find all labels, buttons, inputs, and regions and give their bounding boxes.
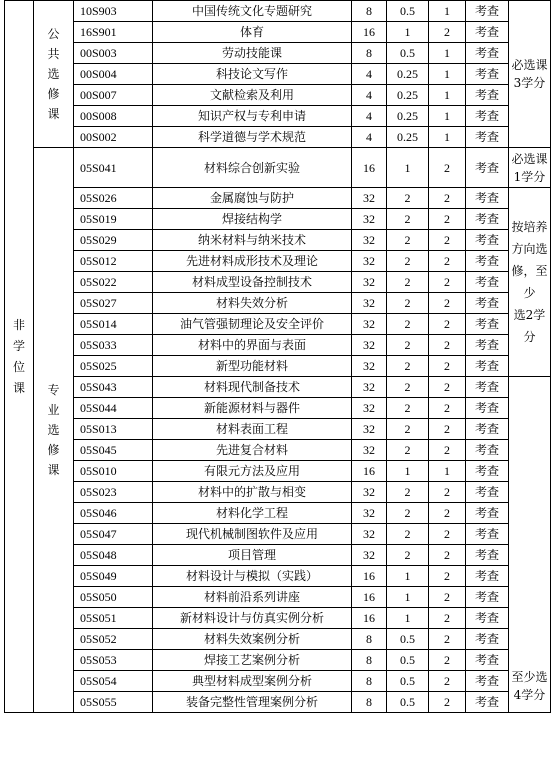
course-name: 有限元方法及应用 <box>153 461 352 482</box>
course-name: 中国传统文化专题研究 <box>153 1 352 22</box>
course-term: 2 <box>429 650 466 671</box>
course-name: 材料综合创新实验 <box>153 148 352 188</box>
category-cell-text: 非学位课 <box>12 317 25 395</box>
group-name-cell-text: 专业 选修 课 <box>47 383 60 477</box>
course-code: 05S051 <box>74 608 153 629</box>
course-name: 装备完整性管理案例分析 <box>153 692 352 713</box>
course-hours: 8 <box>352 629 387 650</box>
course-hours: 32 <box>352 293 387 314</box>
course-credits: 2 <box>387 440 429 461</box>
course-code: 05S045 <box>74 440 153 461</box>
course-name: 金属腐蚀与防护 <box>153 188 352 209</box>
course-code: 05S022 <box>74 272 153 293</box>
course-credits: 0.25 <box>387 64 429 85</box>
course-term: 2 <box>429 314 466 335</box>
course-term: 2 <box>429 377 466 398</box>
table-row <box>5 545 551 566</box>
course-credits: 0.25 <box>387 106 429 127</box>
course-credits: 0.25 <box>387 85 429 106</box>
course-term: 2 <box>429 335 466 356</box>
course-assessment: 考查 <box>466 482 509 503</box>
course-hours: 32 <box>352 440 387 461</box>
table-body <box>5 1 551 713</box>
category-cell <box>5 1 34 713</box>
table-row <box>5 22 551 43</box>
course-term: 2 <box>429 545 466 566</box>
course-hours: 4 <box>352 106 387 127</box>
course-code: 05S048 <box>74 545 153 566</box>
group-name-cell-text: 公共 选修 课 <box>47 27 60 121</box>
course-assessment: 考查 <box>466 22 509 43</box>
course-assessment: 考查 <box>466 314 509 335</box>
course-code: 05S027 <box>74 293 153 314</box>
course-term: 2 <box>429 566 466 587</box>
course-hours: 32 <box>352 188 387 209</box>
course-assessment: 考查 <box>466 148 509 188</box>
table-row <box>5 692 551 713</box>
course-credits: 2 <box>387 419 429 440</box>
course-assessment: 考查 <box>466 419 509 440</box>
course-term: 2 <box>429 440 466 461</box>
course-credits: 2 <box>387 377 429 398</box>
course-code: 00S002 <box>74 127 153 148</box>
table-row <box>5 524 551 545</box>
course-assessment: 考查 <box>466 209 509 230</box>
course-code: 05S052 <box>74 629 153 650</box>
course-code: 16S901 <box>74 22 153 43</box>
course-term: 2 <box>429 398 466 419</box>
course-assessment: 考查 <box>466 377 509 398</box>
course-table <box>4 0 551 713</box>
course-credits: 1 <box>387 461 429 482</box>
course-code: 05S046 <box>74 503 153 524</box>
course-name: 知识产权与专利申请 <box>153 106 352 127</box>
course-credits: 0.5 <box>387 629 429 650</box>
course-name: 油气管强韧理论及安全评价 <box>153 314 352 335</box>
course-code: 05S014 <box>74 314 153 335</box>
requirement-cell: 必选课 3学分 <box>509 1 551 148</box>
course-name: 材料成型设备控制技术 <box>153 272 352 293</box>
course-assessment: 考查 <box>466 629 509 650</box>
table-row <box>5 85 551 106</box>
course-code: 05S023 <box>74 482 153 503</box>
course-credits: 0.5 <box>387 671 429 692</box>
course-hours: 32 <box>352 272 387 293</box>
course-hours: 16 <box>352 566 387 587</box>
table-row <box>5 209 551 230</box>
course-hours: 32 <box>352 230 387 251</box>
course-assessment: 考查 <box>466 545 509 566</box>
course-credits: 2 <box>387 209 429 230</box>
course-assessment: 考查 <box>466 43 509 64</box>
course-term: 2 <box>429 293 466 314</box>
course-code: 05S055 <box>74 692 153 713</box>
course-term: 2 <box>429 503 466 524</box>
course-code: 05S029 <box>74 230 153 251</box>
course-code: 05S047 <box>74 524 153 545</box>
course-hours: 32 <box>352 503 387 524</box>
table-row <box>5 503 551 524</box>
table-row <box>5 148 551 188</box>
course-credits: 1 <box>387 22 429 43</box>
course-assessment: 考查 <box>466 293 509 314</box>
course-hours: 4 <box>352 85 387 106</box>
table-row <box>5 251 551 272</box>
course-term: 2 <box>429 671 466 692</box>
course-assessment: 考查 <box>466 85 509 106</box>
course-name: 材料表面工程 <box>153 419 352 440</box>
course-term: 2 <box>429 356 466 377</box>
course-hours: 32 <box>352 356 387 377</box>
course-code: 05S053 <box>74 650 153 671</box>
course-name: 焊接工艺案例分析 <box>153 650 352 671</box>
course-credits: 1 <box>387 587 429 608</box>
course-hours: 16 <box>352 22 387 43</box>
course-code: 05S012 <box>74 251 153 272</box>
course-code: 05S013 <box>74 419 153 440</box>
course-credits: 2 <box>387 503 429 524</box>
course-hours: 8 <box>352 692 387 713</box>
table-row <box>5 608 551 629</box>
course-assessment: 考查 <box>466 106 509 127</box>
course-assessment: 考查 <box>466 692 509 713</box>
course-hours: 16 <box>352 461 387 482</box>
course-term: 2 <box>429 251 466 272</box>
course-hours: 32 <box>352 398 387 419</box>
course-code: 05S043 <box>74 377 153 398</box>
course-assessment: 考查 <box>466 650 509 671</box>
table-row <box>5 377 551 398</box>
course-term: 2 <box>429 272 466 293</box>
course-term: 2 <box>429 482 466 503</box>
course-term: 1 <box>429 1 466 22</box>
course-assessment: 考查 <box>466 440 509 461</box>
course-name: 典型材料成型案例分析 <box>153 671 352 692</box>
table-row <box>5 419 551 440</box>
course-term: 1 <box>429 127 466 148</box>
course-code: 05S026 <box>74 188 153 209</box>
course-credits: 0.5 <box>387 1 429 22</box>
course-assessment: 考查 <box>466 272 509 293</box>
table-row <box>5 440 551 461</box>
course-name: 新能源材料与器件 <box>153 398 352 419</box>
course-assessment: 考查 <box>466 461 509 482</box>
course-credits: 2 <box>387 482 429 503</box>
course-name: 文献检索及利用 <box>153 85 352 106</box>
course-hours: 32 <box>352 419 387 440</box>
table-row <box>5 482 551 503</box>
course-credits: 2 <box>387 251 429 272</box>
course-term: 1 <box>429 43 466 64</box>
course-credits: 1 <box>387 608 429 629</box>
course-credits: 0.25 <box>387 127 429 148</box>
table-row <box>5 272 551 293</box>
course-credits: 2 <box>387 188 429 209</box>
course-term: 2 <box>429 230 466 251</box>
course-assessment: 考查 <box>466 398 509 419</box>
table-row <box>5 230 551 251</box>
course-code: 05S033 <box>74 335 153 356</box>
course-name: 材料现代制备技术 <box>153 377 352 398</box>
course-hours: 4 <box>352 127 387 148</box>
course-assessment: 考查 <box>466 356 509 377</box>
course-term: 2 <box>429 524 466 545</box>
course-code: 05S019 <box>74 209 153 230</box>
table-row <box>5 127 551 148</box>
course-code: 05S050 <box>74 587 153 608</box>
course-assessment: 考查 <box>466 1 509 22</box>
course-assessment: 考查 <box>466 64 509 85</box>
table-row <box>5 461 551 482</box>
course-hours: 32 <box>352 377 387 398</box>
course-credits: 1 <box>387 566 429 587</box>
requirement-cell: 按培养 方向选 修，至少 选2学 分 <box>509 188 551 377</box>
course-hours: 8 <box>352 43 387 64</box>
requirement-cell: 至少选 4学分 <box>509 377 551 713</box>
requirement-cell: 必选课 1学分 <box>509 148 551 188</box>
course-hours: 16 <box>352 608 387 629</box>
course-code: 05S010 <box>74 461 153 482</box>
course-name: 新材料设计与仿真实例分析 <box>153 608 352 629</box>
group-name-cell <box>34 1 74 148</box>
course-code: 05S041 <box>74 148 153 188</box>
table-row <box>5 43 551 64</box>
course-name: 科技论文写作 <box>153 64 352 85</box>
course-assessment: 考查 <box>466 127 509 148</box>
course-name: 先进材料成形技术及理论 <box>153 251 352 272</box>
course-credits: 2 <box>387 356 429 377</box>
course-term: 2 <box>429 22 466 43</box>
course-assessment: 考查 <box>466 251 509 272</box>
course-term: 2 <box>429 148 466 188</box>
course-term: 2 <box>429 692 466 713</box>
course-name: 材料中的扩散与相变 <box>153 482 352 503</box>
course-name: 材料设计与模拟（实践） <box>153 566 352 587</box>
course-hours: 16 <box>352 148 387 188</box>
course-hours: 32 <box>352 209 387 230</box>
course-credits: 2 <box>387 545 429 566</box>
course-credits: 2 <box>387 398 429 419</box>
course-assessment: 考查 <box>466 587 509 608</box>
group-name-cell <box>34 148 74 713</box>
course-term: 2 <box>429 587 466 608</box>
course-code: 05S044 <box>74 398 153 419</box>
course-credits: 1 <box>387 148 429 188</box>
table-row <box>5 314 551 335</box>
course-code: 00S004 <box>74 64 153 85</box>
course-credits: 2 <box>387 524 429 545</box>
table-row <box>5 106 551 127</box>
table-row <box>5 629 551 650</box>
course-code: 05S054 <box>74 671 153 692</box>
course-name: 先进复合材料 <box>153 440 352 461</box>
course-credits: 2 <box>387 314 429 335</box>
course-hours: 32 <box>352 314 387 335</box>
table-row <box>5 671 551 692</box>
course-hours: 4 <box>352 64 387 85</box>
course-assessment: 考查 <box>466 566 509 587</box>
course-code: 00S008 <box>74 106 153 127</box>
course-name: 科学道德与学术规范 <box>153 127 352 148</box>
table-row <box>5 650 551 671</box>
course-credits: 2 <box>387 230 429 251</box>
course-term: 2 <box>429 188 466 209</box>
course-term: 1 <box>429 85 466 106</box>
course-credits: 2 <box>387 272 429 293</box>
table-row <box>5 335 551 356</box>
course-credits: 0.5 <box>387 43 429 64</box>
course-hours: 32 <box>352 545 387 566</box>
course-name: 纳米材料与纳米技术 <box>153 230 352 251</box>
table-row <box>5 398 551 419</box>
table-row <box>5 356 551 377</box>
course-name: 材料前沿系列讲座 <box>153 587 352 608</box>
course-name: 焊接结构学 <box>153 209 352 230</box>
course-name: 新型功能材料 <box>153 356 352 377</box>
table-row <box>5 293 551 314</box>
course-term: 2 <box>429 419 466 440</box>
course-hours: 32 <box>352 251 387 272</box>
course-term: 2 <box>429 629 466 650</box>
course-name: 材料失效案例分析 <box>153 629 352 650</box>
table-row <box>5 566 551 587</box>
course-term: 2 <box>429 608 466 629</box>
course-credits: 2 <box>387 293 429 314</box>
course-hours: 32 <box>352 335 387 356</box>
course-name: 体育 <box>153 22 352 43</box>
course-name: 材料失效分析 <box>153 293 352 314</box>
course-assessment: 考查 <box>466 503 509 524</box>
course-hours: 16 <box>352 587 387 608</box>
course-assessment: 考查 <box>466 608 509 629</box>
course-assessment: 考查 <box>466 188 509 209</box>
course-hours: 8 <box>352 650 387 671</box>
course-name: 劳动技能课 <box>153 43 352 64</box>
course-name: 材料化学工程 <box>153 503 352 524</box>
course-name: 材料中的界面与表面 <box>153 335 352 356</box>
course-term: 1 <box>429 461 466 482</box>
course-code: 05S025 <box>74 356 153 377</box>
course-code: 00S003 <box>74 43 153 64</box>
course-hours: 32 <box>352 482 387 503</box>
course-credits: 0.5 <box>387 650 429 671</box>
course-code: 10S903 <box>74 1 153 22</box>
table-row <box>5 587 551 608</box>
course-term: 1 <box>429 106 466 127</box>
course-term: 2 <box>429 209 466 230</box>
course-name: 项目管理 <box>153 545 352 566</box>
table-row <box>5 64 551 85</box>
course-assessment: 考查 <box>466 230 509 251</box>
course-credits: 0.5 <box>387 692 429 713</box>
course-credits: 2 <box>387 335 429 356</box>
table-row <box>5 188 551 209</box>
course-assessment: 考查 <box>466 671 509 692</box>
course-hours: 8 <box>352 1 387 22</box>
course-hours: 8 <box>352 671 387 692</box>
course-name: 现代机械制图软件及应用 <box>153 524 352 545</box>
table-row <box>5 1 551 22</box>
course-hours: 32 <box>352 524 387 545</box>
course-term: 1 <box>429 64 466 85</box>
course-assessment: 考查 <box>466 524 509 545</box>
course-code: 00S007 <box>74 85 153 106</box>
course-code: 05S049 <box>74 566 153 587</box>
course-assessment: 考查 <box>466 335 509 356</box>
